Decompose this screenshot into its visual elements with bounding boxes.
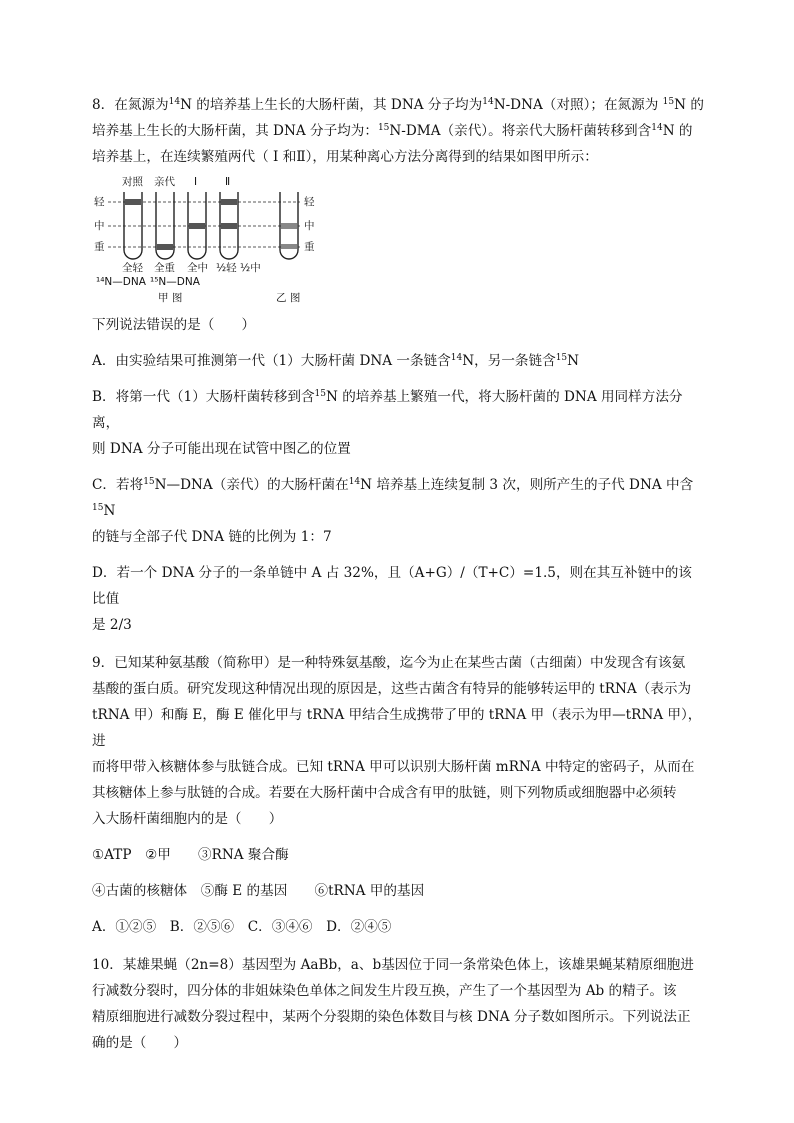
q10-stem-line-1: 10．某雄果蝇（2n=8）基因型为 AaBb，a、b基因位于同一条常染色体上，该雄果蝇某精原细胞进	[92, 957, 694, 973]
q10-stem-line-3: 精原细胞进行减数分裂过程中，某两个分裂期的染色体数目与核 DNA 分子数如图所示。下列说法正	[92, 1009, 691, 1025]
q8-option-d-line-1: D．若一个 DNA 分子的一条单链中 A 占 32%，且（A+G）/（T+C）=1.5，则在其互补链中的该比值	[92, 565, 692, 607]
row-label-light: 轻	[94, 196, 105, 208]
q8-question: 下列说法错误的是（ ）	[92, 317, 256, 333]
q8-option-a: A．由实验结果可推测第一代（1）大肠杆菌 DNA 一条链含$^{14}$N，另一条链含$^{15}$N	[92, 353, 580, 369]
q8-option-c-line-1: C．若将$^{15}$N—DNA（亲代）的大肠杆菌在$^{14}$N 培养基上连续复制 3 次，则所产生的子代 DNA 中含$^{15}$N	[92, 477, 694, 519]
col-label-parent: 亲代	[154, 176, 175, 188]
bottom-label-all-mid: 全中	[187, 262, 208, 274]
q8-option-c-line-2: 的链与全部子代 DNA 链的比例为 1：7	[92, 529, 332, 545]
figure-a-caption: 甲 图	[158, 292, 183, 304]
right-label-mid: 中	[304, 220, 315, 232]
q10-stem-line-4: 确的是（ ）	[92, 1035, 188, 1051]
q9-stem-line-6: 入大肠杆菌细胞内的是（ ）	[92, 811, 283, 827]
q9-items-line-2: ④古菌的核糖体 ⑤酶 E 的基因 ⑥tRNA 甲的基因	[92, 883, 425, 899]
q9-stem-line-3: tRNA 甲）和酶 E，酶 E 催化甲与 tRNA 甲结合生成携带了甲的 tRNA 甲（表示为甲—tRNA 甲），进	[92, 707, 702, 749]
q8-option-d-line-2: 是 2/3	[92, 617, 132, 633]
centrifuge-tube-figure	[92, 176, 332, 306]
dna-label-15n: ¹⁵N—DNA	[150, 276, 200, 288]
row-label-heavy: 重	[94, 241, 105, 253]
q8-stem-line-1: 8．在氮源为$^{14}$N 的培养基上生长的大肠杆菌，其 DNA 分子均为$^{14}$N-DNA（对照）；在氮源为 $^{15}$N 的	[92, 97, 704, 113]
q9-stem-line-1: 9．已知某种氨基酸（简称甲）是一种特殊氨基酸，迄今为止在某些古菌（古细菌）中发现含有该氨	[92, 655, 686, 671]
q9-stem-line-5: 其核糖体上参与肽链的合成。若要在大肠杆菌中合成含有甲的肽链，则下列物质或细胞器中必须转	[92, 785, 677, 801]
right-label-heavy: 重	[304, 241, 315, 253]
q8-option-b-line-2: 则 DNA 分子可能出现在试管中图乙的位置	[92, 441, 351, 457]
q8-stem-line-3: 培养基上，在连续繁殖两代（ I 和Ⅱ），用某种离心方法分离得到的结果如图甲所示：	[92, 149, 598, 165]
dna-label-14n: ¹⁴N—DNA	[96, 276, 146, 288]
figure-b-caption: 乙 图	[276, 292, 301, 304]
q9-items-line-1: ①ATP ②甲 ③RNA 聚合酶	[92, 847, 289, 863]
q8-stem-line-2: 培养基上生长的大肠杆菌，其 DNA 分子均为：$^{15}$N-DMA（亲代）。将亲代大肠杆菌转移到含$^{14}$N 的	[92, 123, 693, 139]
bottom-label-half: ½轻 ½中	[216, 262, 261, 274]
col-label-gen1: I	[194, 176, 198, 188]
row-label-mid: 中	[94, 220, 105, 232]
q9-options: A．①②⑤ B．②⑤⑥ C．③④⑥ D．②④⑤	[92, 919, 392, 935]
q9-stem-line-4: 而将甲带入核糖体参与肽链合成。已知 tRNA 甲可以识别大肠杆菌 mRNA 中特定的密码子，从而在	[92, 759, 695, 775]
right-label-light: 轻	[304, 196, 315, 208]
exam-page	[92, 92, 704, 1056]
col-label-control: 对照	[122, 176, 143, 188]
col-label-gen2: Ⅱ	[225, 176, 231, 188]
bottom-label-all-heavy: 全重	[154, 262, 175, 274]
q9-stem-line-2: 基酸的蛋白质。研究发现这种情况出现的原因是，这些古菌含有特异的能够转运甲的 tRNA（表示为	[92, 681, 692, 697]
bottom-label-all-light: 全轻	[122, 262, 143, 274]
q8-option-b-line-1: B．将第一代（1）大肠杆菌转移到含$^{15}$N 的培养基上繁殖一代，将大肠杆菌的 DNA 用同样方法分离，	[92, 389, 683, 431]
q10-stem-line-2: 行减数分裂时，四分体的非姐妹染色单体之间发生片段互换，产生了一个基因型为 Ab 的精子。该	[92, 983, 677, 999]
